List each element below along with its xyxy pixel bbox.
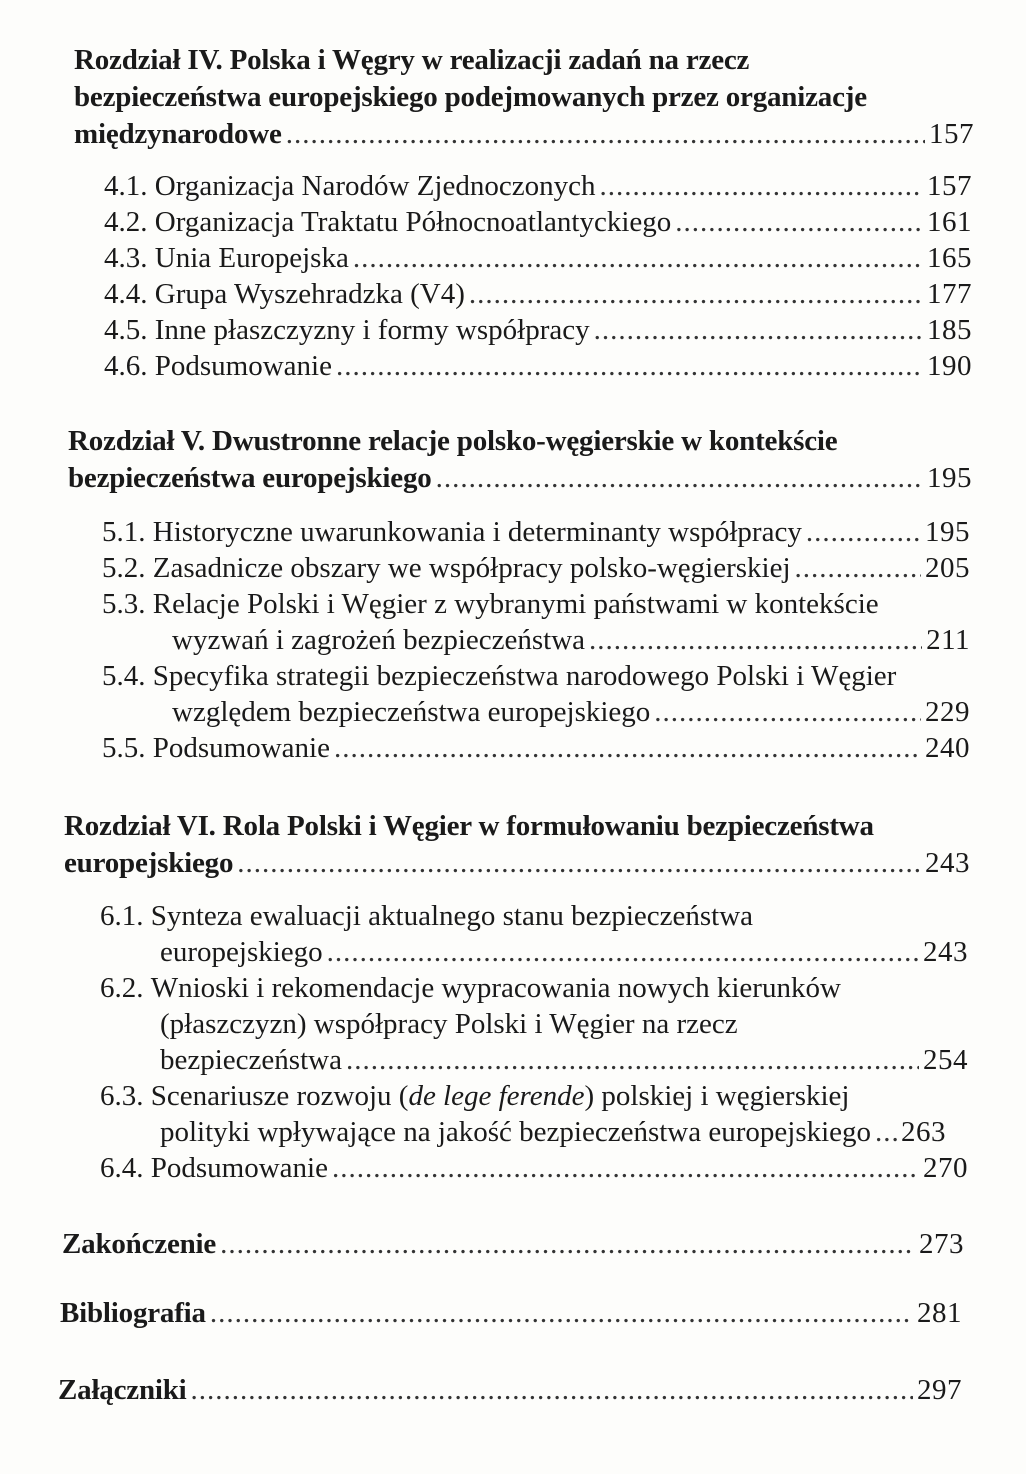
- section-list-5: [102, 514, 970, 766]
- section-number: 4.5.: [104, 314, 148, 346]
- section-title: Grupa Wyszehradzka (V4): [154, 278, 465, 310]
- section-title-line-2: wyzwań i zagrożeń bezpieczeństwa: [172, 624, 586, 656]
- chapter-5-line-1: Rozdział V. Dwustronne relacje polsko-węgierskie w kontekście: [68, 425, 838, 457]
- section-4-1: [104, 168, 972, 204]
- section-5-3: [102, 586, 970, 658]
- section-title: Zasadnicze obszary we współpracy polsko-węgierskiej: [152, 552, 791, 584]
- section-number: 6.4.: [100, 1152, 144, 1184]
- section-title: Organizacja Narodów Zjednoczonych: [154, 170, 596, 202]
- chapter-4-page: 157: [929, 118, 974, 150]
- section-title: Organizacja Traktatu Północnoatlantyckiego: [154, 206, 672, 238]
- chapter-5-heading: [68, 423, 972, 497]
- leader-dots: [237, 845, 921, 882]
- chapter-5-line-2-text: bezpieczeństwa europejskiego: [68, 462, 432, 494]
- chapter-6-page: 243: [925, 847, 970, 879]
- leader-dots: [191, 1372, 913, 1409]
- leader-dots: [806, 514, 921, 550]
- leader-dots: [286, 116, 925, 153]
- chapter-5-page: 195: [927, 462, 972, 494]
- end-entry-zalaczniki: [58, 1372, 962, 1409]
- section-number: 5.3.: [102, 588, 146, 620]
- chapter-4-line-3-text: międzynarodowe: [74, 118, 282, 150]
- section-title-line-2: względem bezpieczeństwa europejskiego: [172, 696, 651, 728]
- chapter-6-line-2: [64, 845, 970, 882]
- leader-dots: [353, 240, 923, 276]
- section-page: 195: [925, 516, 970, 548]
- chapter-6-line-1: Rozdział VI. Rola Polski i Węgier w formułowaniu bezpieczeństwa: [64, 810, 874, 842]
- section-5-4: [102, 658, 970, 730]
- chapter-6-line-2-text: europejskiego: [64, 847, 234, 879]
- section-number: 4.2.: [104, 206, 148, 238]
- section-title-line-3: bezpieczeństwa: [160, 1044, 342, 1076]
- section-number: 6.2.: [100, 972, 144, 1004]
- end-entry-bibliografia: [60, 1295, 962, 1332]
- chapter-4-heading: [74, 42, 974, 153]
- section-number: 5.1.: [102, 516, 146, 548]
- section-page: 157: [927, 170, 972, 202]
- section-title-italic: de lege ferende: [408, 1080, 585, 1112]
- section-4-6: [104, 348, 972, 384]
- leader-dots: [210, 1295, 913, 1332]
- end-entry-page: 273: [919, 1228, 964, 1260]
- section-page: 177: [927, 278, 972, 310]
- leader-dots: [589, 622, 922, 658]
- section-number: 4.6.: [104, 350, 148, 382]
- section-number: 4.1.: [104, 170, 148, 202]
- section-title: Podsumowanie: [150, 1152, 328, 1184]
- leader-dots: [334, 730, 921, 766]
- section-number: 5.5.: [102, 732, 146, 764]
- end-entry-title: Załączniki: [58, 1374, 187, 1406]
- section-4-2: [104, 204, 972, 240]
- section-list-6: [100, 898, 968, 1186]
- section-title: Unia Europejska: [154, 242, 349, 274]
- section-number: 5.4.: [102, 660, 146, 692]
- chapter-6-heading: [64, 808, 970, 882]
- section-6-3: [100, 1078, 968, 1150]
- leader-dots: [436, 460, 923, 497]
- section-page: 229: [925, 696, 970, 728]
- section-title-line-1: Relacje Polski i Węgier z wybranymi państwami w kontekście: [152, 588, 879, 620]
- section-title-line-1: Synteza ewaluacji aktualnego stanu bezpieczeństwa: [150, 900, 754, 932]
- end-entry-page: 297: [917, 1374, 962, 1406]
- leader-dots: [327, 934, 919, 970]
- section-title-line-1: Specyfika strategii bezpieczeństwa narodowego Polski i Węgier: [152, 660, 897, 692]
- chapter-4-line-2: bezpieczeństwa europejskiego podejmowanych przez organizacje: [74, 81, 867, 113]
- section-page: 161: [927, 206, 972, 238]
- section-6-2: [100, 970, 968, 1078]
- section-5-2: [102, 550, 970, 586]
- chapter-5-line-2: [68, 460, 972, 497]
- leader-dots: [336, 348, 923, 384]
- section-number: 6.3.: [100, 1080, 144, 1112]
- section-title: Inne płaszczyzny i formy współpracy: [154, 314, 590, 346]
- section-title-part-3: ) polskiej i węgierskiej: [584, 1080, 850, 1112]
- leader-dots: [594, 312, 923, 348]
- section-4-5: [104, 312, 972, 348]
- end-entry-title: Zakończenie: [62, 1228, 217, 1260]
- section-page: 211: [926, 624, 970, 656]
- section-page: 185: [927, 314, 972, 346]
- section-number: 4.3.: [104, 242, 148, 274]
- section-title-line-2: europejskiego: [160, 936, 323, 968]
- section-6-1: [100, 898, 968, 970]
- leader-dots: [654, 694, 921, 730]
- section-page: 243: [923, 936, 968, 968]
- section-title: Historyczne uwarunkowania i determinanty współpracy: [152, 516, 802, 548]
- leader-dots: [795, 550, 921, 586]
- section-page: 254: [923, 1044, 968, 1076]
- section-title-line-2: polityki wpływające na jakość bezpieczeństwa europejskiego: [160, 1116, 872, 1148]
- section-page: 190: [927, 350, 972, 382]
- section-5-5: [102, 730, 970, 766]
- end-entry-zakonczenie: [62, 1226, 964, 1263]
- section-page: 205: [925, 552, 970, 584]
- section-title: Podsumowanie: [152, 732, 330, 764]
- section-title-part-1: Scenariusze rozwoju (: [150, 1080, 409, 1112]
- section-number: 5.2.: [102, 552, 146, 584]
- leader-dots: [332, 1150, 919, 1186]
- chapter-4-line-3: [74, 116, 974, 153]
- leader-dots: [469, 276, 923, 312]
- section-page: 165: [927, 242, 972, 274]
- section-page: 240: [925, 732, 970, 764]
- leader-dots: [675, 204, 923, 240]
- section-4-3: [104, 240, 972, 276]
- section-number: 6.1.: [100, 900, 144, 932]
- section-6-4: [100, 1150, 968, 1186]
- leader-dots: [599, 168, 923, 204]
- leader-dots: [346, 1042, 919, 1078]
- section-title: Podsumowanie: [154, 350, 332, 382]
- section-5-1: [102, 514, 970, 550]
- section-page: 270: [923, 1152, 968, 1184]
- section-title-line-1: Wnioski i rekomendacje wypracowania nowych kierunków: [150, 972, 841, 1004]
- section-number: 4.4.: [104, 278, 148, 310]
- end-entry-page: 281: [917, 1297, 962, 1329]
- section-title-line-2: (płaszczyzn) współpracy Polski i Węgier na rzecz: [160, 1008, 738, 1040]
- section-list-4: [104, 168, 972, 384]
- leader-dots: [220, 1226, 915, 1263]
- section-page: 263: [901, 1116, 947, 1148]
- section-4-4: [104, 276, 972, 312]
- leader-dots: [875, 1114, 897, 1150]
- chapter-4-line-1: Rozdział IV. Polska i Węgry w realizacji zadań na rzecz: [74, 44, 750, 76]
- end-entry-title: Bibliografia: [60, 1297, 206, 1329]
